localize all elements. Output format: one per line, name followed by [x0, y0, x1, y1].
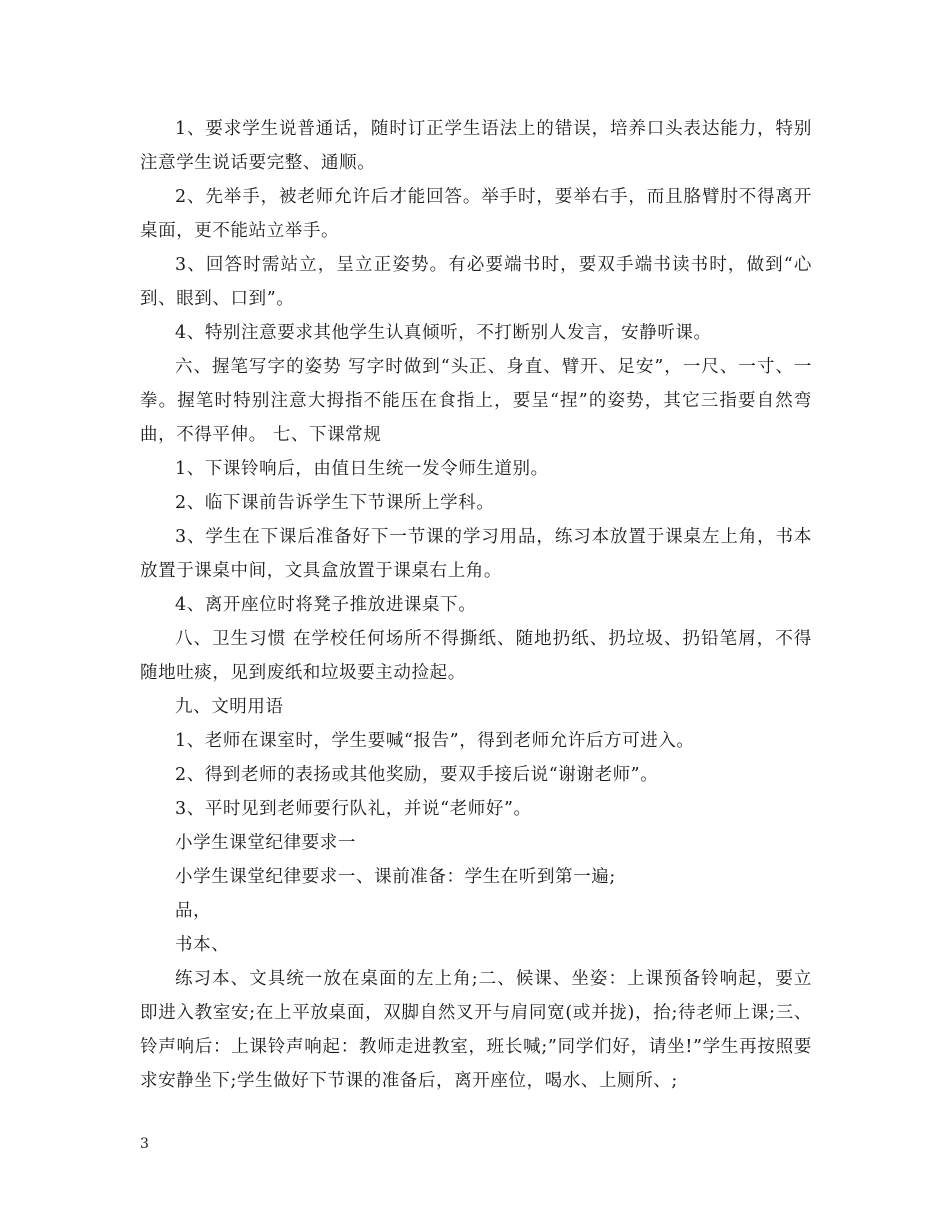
paragraph-thank-teacher: 2、得到老师的表扬或其他奖励，要双手接后说“谢谢老师”。: [175, 765, 659, 785]
paragraph-answer-standing: 3、回答时需站立，呈立正姿势。有必要端书时，要双手端书读书时，做到“心到、眼到、口到”。: [140, 255, 812, 309]
paragraph-fragment-items: 品，: [175, 901, 212, 921]
paragraph-speaking: 1、要求学生说普通话，随时订正学生语法上的错误，培养口头表达能力，特别注意学生说话要完整、通顺。: [140, 119, 812, 173]
paragraph-greet-teacher: 3、平时见到老师要行队礼，并说“老师好”。: [175, 799, 532, 819]
section-heading-discipline: 小学生课堂纪律要求一: [175, 833, 356, 853]
paragraph-prepare-supplies: 3、学生在下课后准备好下一节课的学习用品，练习本放置于课桌左上角，书本放置于课桌中间，文具盒放置于课桌右上角。: [140, 527, 812, 581]
paragraph-raise-hand: 2、先举手，被老师允许后才能回答。举手时，要举右手，而且胳臂肘不得离开桌面，更不能站立举手。: [140, 187, 812, 241]
paragraph-report: 1、老师在课室时，学生要喊“报告”，得到老师允许后方可进入。: [175, 731, 695, 751]
document-body: [140, 112, 812, 1098]
paragraph-dismissal-bell: 1、下课铃响后，由值日生统一发令师生道别。: [175, 459, 549, 479]
paragraph-next-subject: 2、临下课前告诉学生下节课所上学科。: [175, 493, 495, 513]
paragraph-discipline-intro: 小学生课堂纪律要求一、课前准备：学生在听到第一遍;: [175, 867, 616, 887]
section-heading-polite-language: 九、文明用语: [175, 697, 284, 717]
paragraph-fragment-books: 书本、: [175, 935, 230, 955]
page-number: 3: [140, 1136, 149, 1152]
paragraph-hygiene: 八、卫生习惯 在学校任何场所不得撕纸、随地扔纸、扔垃圾、扔铅笔屑，不得随地吐痰，见到废纸和垃圾要主动捡起。: [140, 629, 812, 683]
paragraph-push-stool: 4、离开座位时将凳子推放进课桌下。: [175, 595, 477, 615]
paragraph-listen: 4、特别注意要求其他学生认真倾听，不打断别人发言，安静听课。: [175, 323, 712, 343]
paragraph-writing-posture: 六、握笔写字的姿势 写字时做到“头正、身直、臂开、足安”，一尺、一寸、一拳。握笔时特别注意大拇指不能压在食指上，要呈“捏”的姿势，其它三指要自然弯曲，不得平伸。 七、下课常规: [140, 357, 812, 445]
paragraph-discipline-details: 练习本、文具统一放在桌面的左上角;二、候课、坐姿：上课预备铃响起，要立即进入教室安;在上平放桌面，双脚自然叉开与肩同宽(或并拢)，抬;待老师上课;三、铃声响后：上课铃声响起：教师走进教室，班长喊;”同学们好，请坐!”学生再按照要求安静坐下;学生做好下节课的准备后，离开座位，喝水、上厕所、;: [140, 969, 812, 1091]
